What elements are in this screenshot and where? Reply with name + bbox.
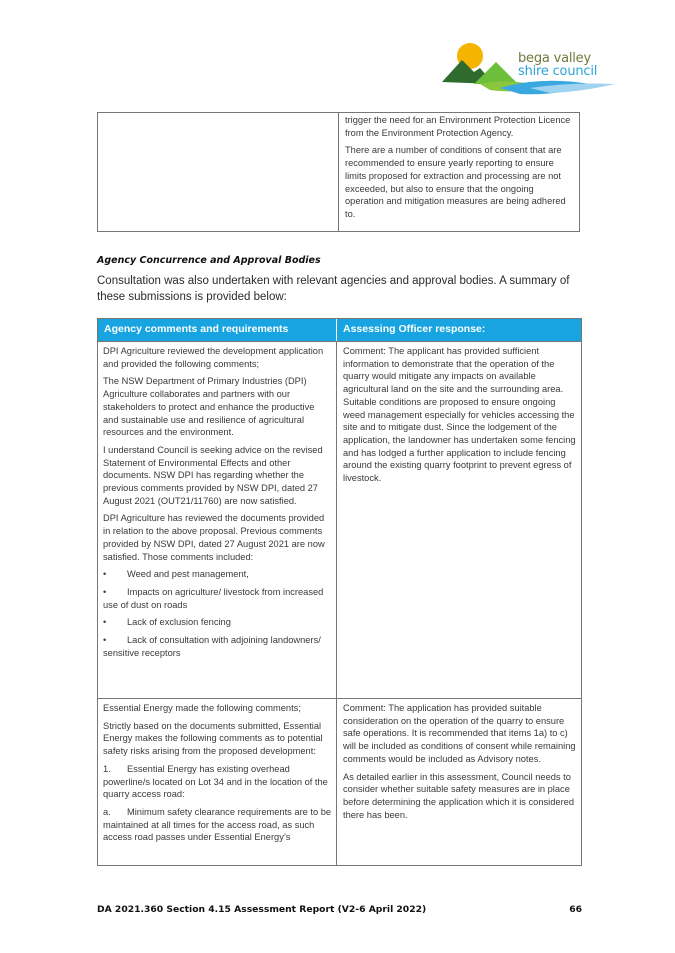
table-row [98, 698, 581, 865]
logo-line-2: shire council [518, 64, 598, 79]
paragraph: Comment: The applicant has provided sufficient information to demonstrate that the operation of the quarry would mitigate any impacts on available agricultural land on the site and the surrounding area. Suitable conditions are proposed to ensure ongoing weed management especially for vehicles accessing the site and to mitigate dust. Since the lodgement of the application, the landowner has undertaken some fencing and has lodged a further application to include fencing around the existing quarry footprint to prevent egress of livestock. [343, 346, 576, 484]
list-text: Essential Energy has existing overhead powerline/s located on Lot 34 and in the location of the quarry access road: [103, 763, 328, 800]
agency-table [97, 318, 582, 866]
agency-comment-cell [98, 699, 337, 865]
paragraph: DPI Agriculture reviewed the development application and provided the following comments; [103, 346, 324, 369]
officer-response-cell [337, 342, 581, 698]
bullet-item [103, 634, 332, 659]
bullet-text: Lack of exclusion fencing [127, 617, 231, 628]
bullet-icon: • [103, 586, 107, 597]
paragraph: DPI Agriculture has reviewed the documents provided in relation to the above proposal. Previous comments provided by NSW DPI, dated 27 August 2021 are now satisfied. Those comments included: [103, 513, 325, 562]
paragraph: There are a number of conditions of consent that are recommended to ensure yearly reporting to ensure limits proposed for extraction and processing are not exceeded, but also to ensure that the ongoing operation and mitigation measures are being adhered to. [345, 145, 566, 219]
continued-table [97, 112, 580, 232]
table-header-row [98, 319, 581, 341]
paragraph: The NSW Department of Primary Industries (DPI) Agriculture collaborates and partners with our stakeholders to protect and enhance the productive and sustainable use and resilience of agricultural resources and the environment. [103, 376, 315, 438]
list-marker: a. [103, 806, 111, 817]
officer-response-cell [337, 699, 581, 865]
bullet-icon: • [103, 617, 107, 628]
bullet-icon: • [103, 635, 107, 646]
continued-table-right-cell [339, 113, 579, 231]
list-marker: 1. [103, 763, 111, 774]
bullet-text: Weed and pest management, [127, 569, 249, 580]
table-row [98, 341, 581, 698]
bullet-item [103, 568, 332, 581]
numbered-item [103, 763, 332, 801]
list-text: Minimum safety clearance requirements are to be maintained at all times for the access road, as such access road passes under Essential Energy’s [103, 806, 332, 843]
numbered-item [103, 806, 332, 844]
paragraph: As detailed earlier in this assessment, Council needs to consider whether suitable safety measures are in place before determining the application which it is considered there has been. [343, 771, 575, 820]
paragraph: Comment: The application has provided suitable consideration on the operation of the quarry to ensure safe operations. It is recommended that items 1a) to c) will be included as conditions of consent while remaining comments would be included as Advisory notes. [343, 703, 576, 764]
section-heading: Agency Concurrence and Approval Bodies [97, 255, 321, 266]
bullet-item [103, 616, 332, 629]
bullet-item [103, 586, 332, 611]
page-footer [97, 904, 582, 915]
continued-table-left-cell [98, 113, 339, 231]
paragraph: trigger the need for an Environment Protection Licence from the Environment Protection Agency. [345, 115, 571, 138]
agency-comment-cell [98, 342, 337, 698]
logo-line-1: bega valley [518, 51, 591, 66]
bullet-text: Lack of consultation with adjoining landowners/ sensitive receptors [103, 635, 321, 658]
paragraph: Essential Energy made the following comments; [103, 703, 301, 713]
column-header-officer: Assessing Officer response: [343, 323, 486, 335]
report-title: DA 2021.360 Section 4.15 Assessment Report (V2-6 April 2022) [97, 904, 427, 915]
council-logo-text [518, 52, 597, 78]
bullet-icon: • [103, 569, 107, 580]
page-number: 66 [569, 904, 582, 915]
column-header-agency: Agency comments and requirements [98, 319, 337, 341]
bullet-text: Impacts on agriculture/ livestock from increased use of dust on roads [103, 586, 324, 610]
paragraph: I understand Council is seeking advice on the revised Statement of Environmental Effects and other documents. NSW DPI has regarding whether the previous comments provided by NSW DPI, dated 27 August 2021 (OUT21/11760) are now satisfied. [103, 444, 323, 506]
paragraph: Strictly based on the documents submitted, Essential Energy makes the following comments as to potential safety risks arising from the proposed development: [103, 720, 323, 757]
section-intro: Consultation was also undertaken with relevant agencies and approval bodies. A summary of these submissions is provided below: [97, 275, 570, 303]
